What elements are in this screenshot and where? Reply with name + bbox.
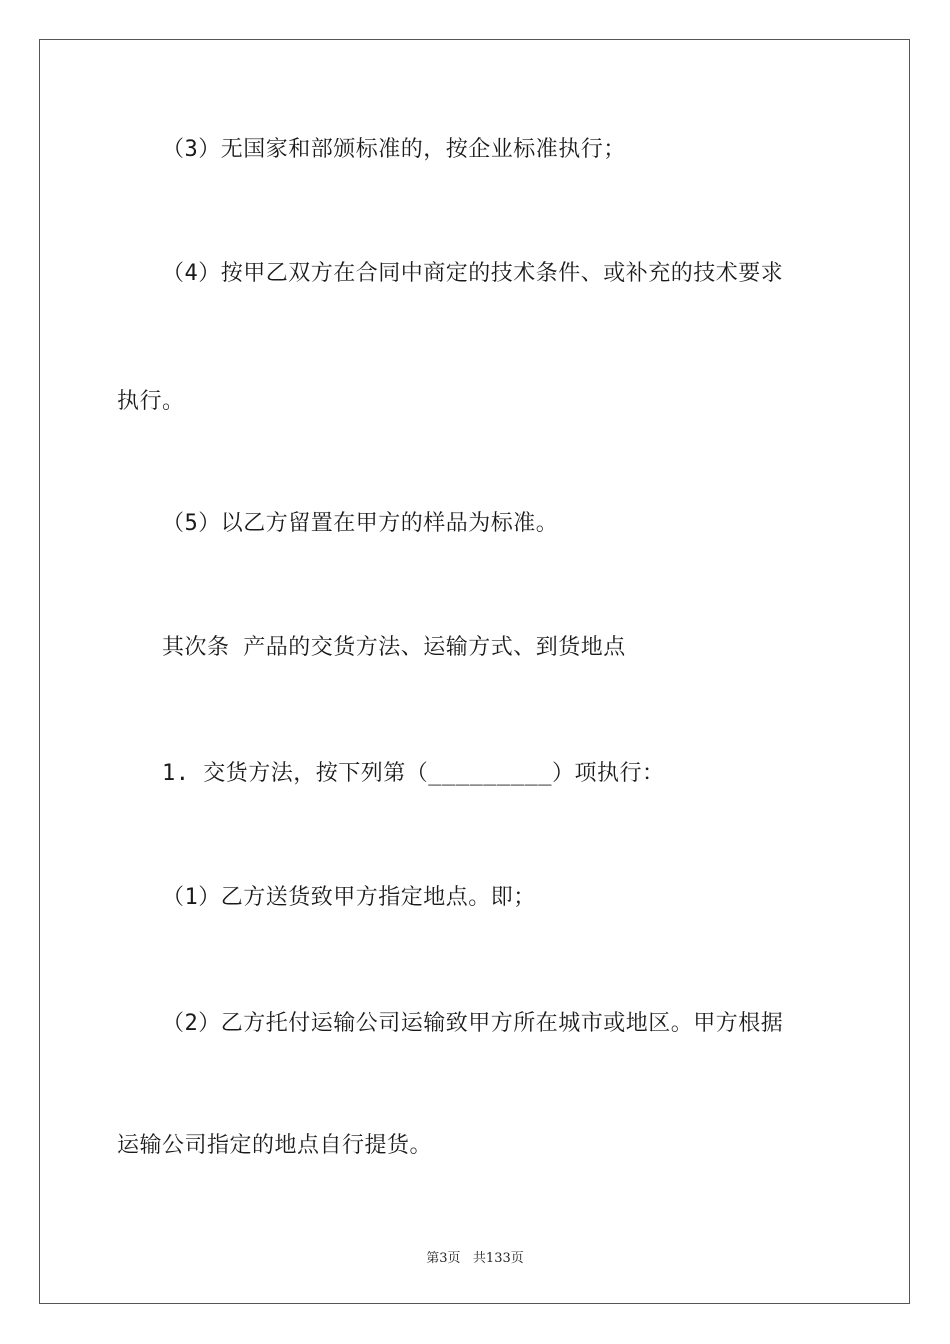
paragraph-line-2: （4）按甲乙双方在合同中商定的技术条件、或补充的技术要求: [162, 261, 784, 286]
page-frame: [39, 39, 910, 1304]
page-footer: [0, 1247, 950, 1266]
paragraph-line-7: （1）乙方送货致甲方指定地点。即；: [162, 885, 536, 910]
paragraph-line-3: 执行。: [117, 389, 185, 414]
page-total: 共133页: [472, 1251, 524, 1266]
paragraph-line-9: 运输公司指定的地点自行提货。: [117, 1133, 433, 1158]
paragraph-line-8: （2）乙方托付运输公司运输致甲方所在城市或地区。甲方根据: [162, 1011, 784, 1036]
paragraph-line-1: （3）无国家和部颁标准的，按企业标准执行；: [162, 137, 626, 162]
paragraph-line-6: 1. 交货方法，按下列第（_________）项执行：: [162, 761, 665, 786]
section-heading: 其次条 产品的交货方法、运输方式、到货地点: [162, 635, 626, 660]
page-number: 第3页: [426, 1251, 461, 1266]
paragraph-line-4: （5）以乙方留置在甲方的样品为标准。: [162, 511, 559, 536]
